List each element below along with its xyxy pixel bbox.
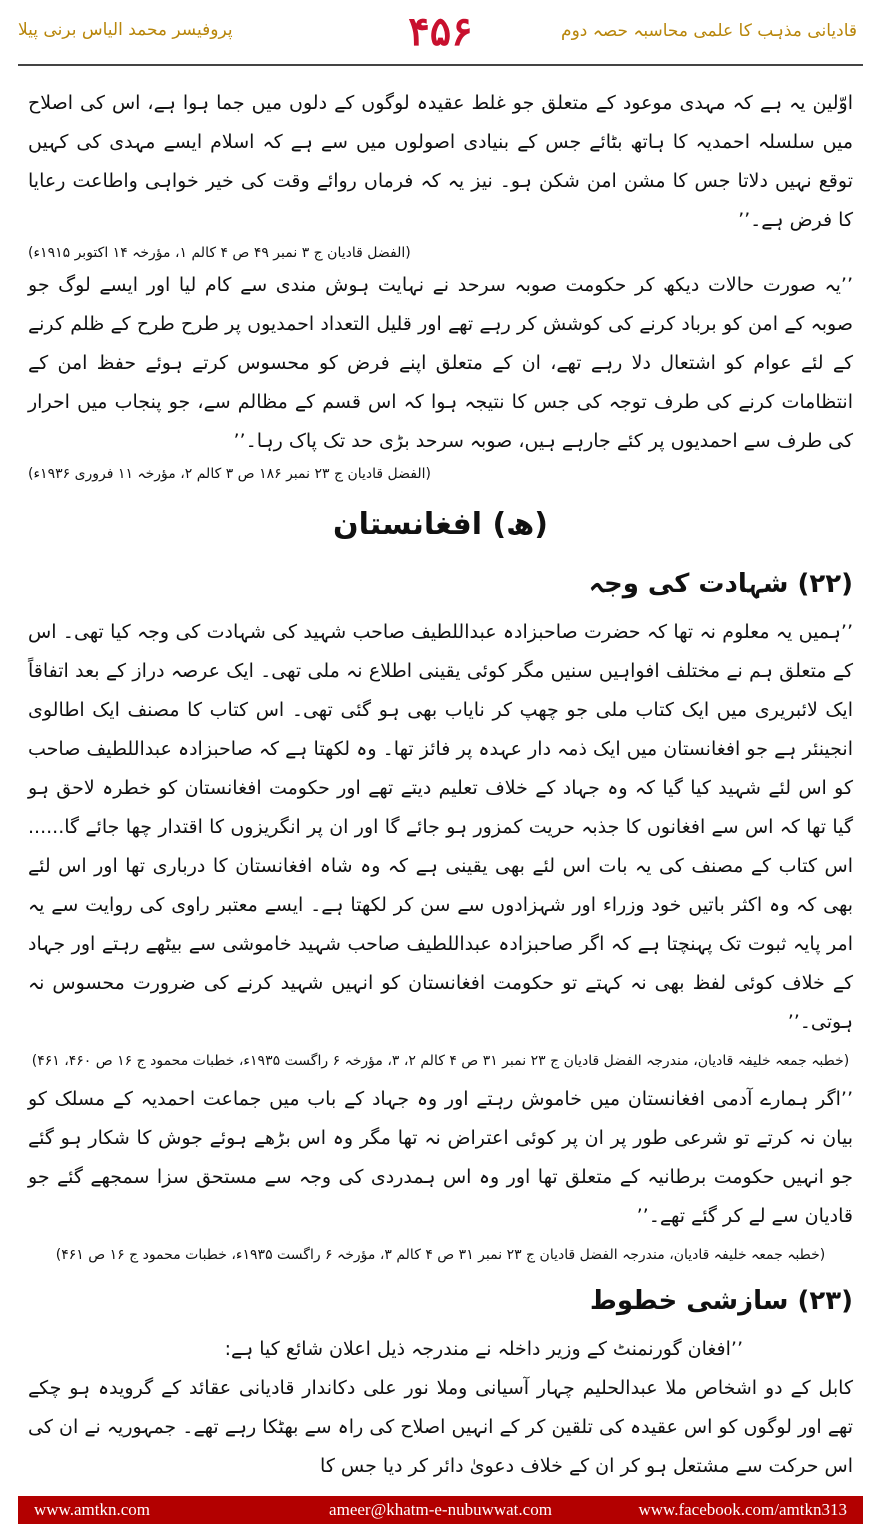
page-header <box>0 0 881 70</box>
page-number: ۴۵۶ <box>408 8 473 55</box>
citation: (الفضل قادیان ج ۳ نمبر ۴۹ ص ۴ کالم ۱، مؤرخہ ۱۴ اکتوبر ۱۹۱۵ء) <box>28 245 411 261</box>
facebook-link[interactable]: www.facebook.com/amtkn313 <box>638 1500 847 1519</box>
book-title: قادیانی مذہب کا علمی محاسبہ حصہ دوم <box>561 21 857 41</box>
citation: (خطبہ جمعہ خلیفہ قادیان، مندرجہ الفضل قادیان ج ۲۳ نمبر ۳۱ ص ۴ کالم ۳، مؤرخہ ۶ راگست ۱۹۳۵ء، خطبات محمود ج ۱۶ ص ۴۶۱) <box>55 1247 826 1263</box>
citation: (الفضل قادیان ج ۲۳ نمبر ۱۸۶ ص ۳ کالم ۲، مؤرخہ ۱۱ فروری ۱۹۳۶ء) <box>28 466 431 482</box>
quote-paragraph: ’’ہمیں یہ معلوم نہ تھا کہ حضرت صاحبزادہ عبداللطیف صاحب شہید کی شہادت کی وجہ کیا تھی۔ اس کے متعلق ہم نے مختلف افواہیں سنیں مگر کوئی یقینی اطلاع نہ ملی تھی۔ ایک عرصہ دراز کے بعد اتفاقاً ایک لائبریری میں ایک کتاب ملی جو چھپ کر نایاب بھی ہو گئی تھی۔ اس کتاب کا مصنف ایک اطالوی انجینئر ہے جو افغانستان میں ایک ذمہ دار عہدہ پر فائز تھا۔ وہ لکھتا ہے کہ صاحبزادہ عبداللطیف صاحب کو اس لئے شہید کیا گیا کہ وہ جہاد کے خلاف تعلیم دیتے تھے اور حکومت افغانستان کو خطرہ لاحق ہو گیا تھا کہ اس سے افغانوں کا جذبہ حریت کمزور ہو جائے گا اور ان پر انگریزوں کا اقتدار چھا جائے گا...... اس کتاب کے مصنف کی یہ بات اس لئے بھی یقینی ہے کہ وہ شاہ افغانستان کا درباری تھا اور اس لئے بھی کہ وہ اکثر باتیں خود وزراء اور شہزادوں سے سن کر لکھتا ہے۔ ایسے معتبر راوی کی روایت سے یہ امر پایہ ثبوت تک پہنچتا ہے کہ اگر صاحبزادہ عبداللطیف صاحب شہید خاموشی سے بیٹھے رہتے اور جہاد کے خلاف کوئی لفظ بھی نہ کہتے تو حکومت افغانستان کو انہیں شہید کرنے کی ضرورت محسوس نہ ہوتی۔’’ <box>28 621 853 1033</box>
quote-paragraph: اوّلین یہ ہے کہ مہدی موعود کے متعلق جو غلط عقیدہ لوگوں کے دلوں میں جما ہوا ہے، اس کی اصلاح میں سلسلہ احمدیہ کا ہاتھ بٹائے جس کے بنیادی اصولوں میں سے ہے کہ اسلام ایسے مہدی کی کہیں توقع نہیں دلاتا جس کا مشن امن شکن ہو۔ نیز یہ کہ فرماں روائے وقت کی خیر خواہی واطاعت رعایا کا فرض ہے۔’’ <box>28 92 853 231</box>
website-link[interactable]: www.amtkn.com <box>34 1500 150 1519</box>
citation: (خطبہ جمعہ خلیفہ قادیان، مندرجہ الفضل قادیان ج ۲۳ نمبر ۳۱ ص ۴ کالم ۲، ۳، مؤرخہ ۶ راگست ۱۹۳۵ء، خطبات محمود ج ۱۶ ص ۴۶۰، ۴۶۱) <box>31 1053 850 1069</box>
quote-paragraph: ’’یہ صورت حالات دیکھ کر حکومت صوبہ سرحد نے نہایت ہوش مندی سے کام لیا اور ایسے لوگ جو صوبہ کے امن کو برباد کرنے کی کوشش کر رہے تھے اور قلیل التعداد احمدیوں پر طرح طرح کے ظلم کرنے کے لئے عوام کو اشتعال دلا رہے تھے، ان کے متعلق اپنے فرض کو محسوس کرتے ہوئے حفظ امن کے انتظامات کرنے کی طرف توجہ کی جس کا نتیجہ ہوا کہ اس قسم کے مظالم سے، جو پنجاب میں احرار کی طرف سے احمدیوں پر کئے جارہے ہیں، صوبہ سرحد بڑی حد تک پاک رہا۔’’ <box>28 274 853 452</box>
page-body <box>28 84 853 1486</box>
header-divider <box>18 64 863 66</box>
subheading-22: (۲۲) شہادت کی وجہ <box>588 569 853 599</box>
quote-paragraph: کابل کے دو اشخاص ملا عبدالحلیم چہار آسیانی وملا نور علی دکاندار قادیانی عقائد کے گرویدہ ہو چکے تھے اور لوگوں کو اس عقیدہ کی تلقین کر کے انہیں اصلاح کی راہ سے بھٹکا رہے تھے۔ جمہوریہ نے ان کی اس حرکت سے مشتعل ہو کر ان کے خلاف دعویٰ دائر کر دیا جس کا <box>28 1377 853 1477</box>
subheading-23: (۲۳) سازشی خطوط <box>589 1286 853 1316</box>
author-name: پروفیسر محمد الیاس برنی پیلا <box>18 20 233 40</box>
announcement-intro: ’’افغان گورنمنٹ کے وزیر داخلہ نے مندرجہ ذیل اعلان شائع کیا ہے: <box>224 1338 743 1360</box>
page-footer <box>18 1496 863 1524</box>
email-link[interactable]: ameer@khatm-e-nubuwwat.com <box>329 1500 552 1519</box>
quote-paragraph: ’’اگر ہمارے آدمی افغانستان میں خاموش رہتے اور وہ جہاد کے باب میں جماعت احمدیہ کے مسلک کو بیان نہ کرتے تو شرعی طور پر ان پر کوئی اعتراض نہ تھا مگر وہ اس بڑھے ہوئے جوش کا شکار ہو گئے جو انہیں حکومت برطانیہ کے متعلق تھا اور وہ اس ہمدردی کی وجہ سے مستحق سزا سمجھے گئے جو قادیان سے لے کر گئے تھے۔’’ <box>28 1088 853 1227</box>
section-title: (ھ) افغانستان <box>332 507 549 542</box>
